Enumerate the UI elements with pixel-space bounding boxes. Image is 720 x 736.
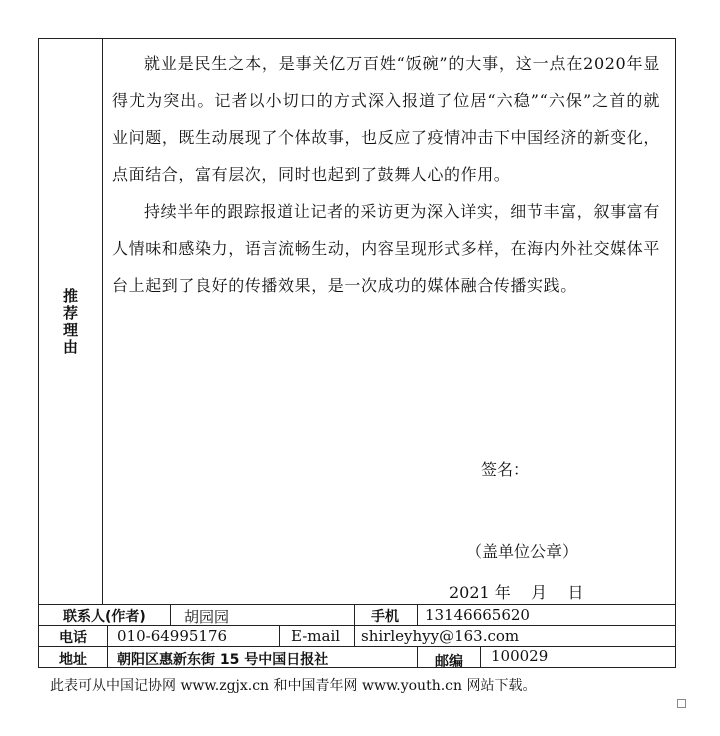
phone-value: 010-64995176 <box>117 627 228 645</box>
email-value: shirleyhyy@163.com <box>361 627 520 645</box>
label-divider <box>102 39 103 604</box>
row2-divider-b <box>279 625 280 646</box>
date-line: 2021 年 月 日 <box>449 583 584 602</box>
postcode-label: 邮编 <box>435 654 463 670</box>
contact-label: 联系人(作者) <box>63 609 146 625</box>
row3-divider-a <box>107 646 108 668</box>
row2-divider-a <box>107 625 108 646</box>
row-rule-1 <box>39 604 675 605</box>
row1-divider-c <box>417 604 418 625</box>
page-corner-marker <box>677 699 686 708</box>
row-rule-3 <box>39 646 675 647</box>
recommendation-form <box>38 38 676 668</box>
download-note: 此表可从中国记协网 www.zgjx.cn 和中国青年网 www.youth.cn 网站下载。 <box>50 678 537 694</box>
row1-divider-a <box>170 604 171 625</box>
reason-paragraph-1: 就业是民生之本，是事关亿万百姓“饭碗”的大事，这一点在2020年显得尤为突出。记者以小切口的方式深入报道了位居“六稳”“六保”之首的就业问题，既生动展现了个体故事，也反应了疫情冲击下中国经济的新变化，点面结合，富有层次，同时也起到了鼓舞人心的作用。 <box>112 54 660 184</box>
reason-paragraph-2: 持续半年的跟踪报道让记者的采访更为深入详实，细节丰富，叙事富有人情味和感染力，语言流畅生动，内容呈现形式多样，在海内外社交媒体平台上起到了良好的传播效果，是一次成功的媒体融合传播实践。 <box>112 202 660 295</box>
email-label: E-mail <box>291 627 341 645</box>
address-label: 地址 <box>59 652 87 668</box>
postcode-value: 100029 <box>491 647 549 665</box>
row3-divider-b <box>417 646 418 668</box>
signature-label: 签名： <box>481 460 530 479</box>
mobile-value: 13146665620 <box>425 606 530 624</box>
contact-value: 胡园园 <box>184 608 230 626</box>
reason-text <box>112 45 660 304</box>
reason-label: 推荐理由 <box>61 287 79 356</box>
phone-label: 电话 <box>59 630 87 646</box>
address-value: 朝阳区惠新东街 15 号中国日报社 <box>117 652 329 668</box>
reason-label-cell <box>39 39 102 604</box>
row1-divider-b <box>354 604 355 625</box>
mobile-label: 手机 <box>371 609 399 625</box>
row3-divider-c <box>480 646 481 668</box>
row2-divider-c <box>354 625 355 646</box>
seal-note: （盖单位公章） <box>466 542 579 561</box>
